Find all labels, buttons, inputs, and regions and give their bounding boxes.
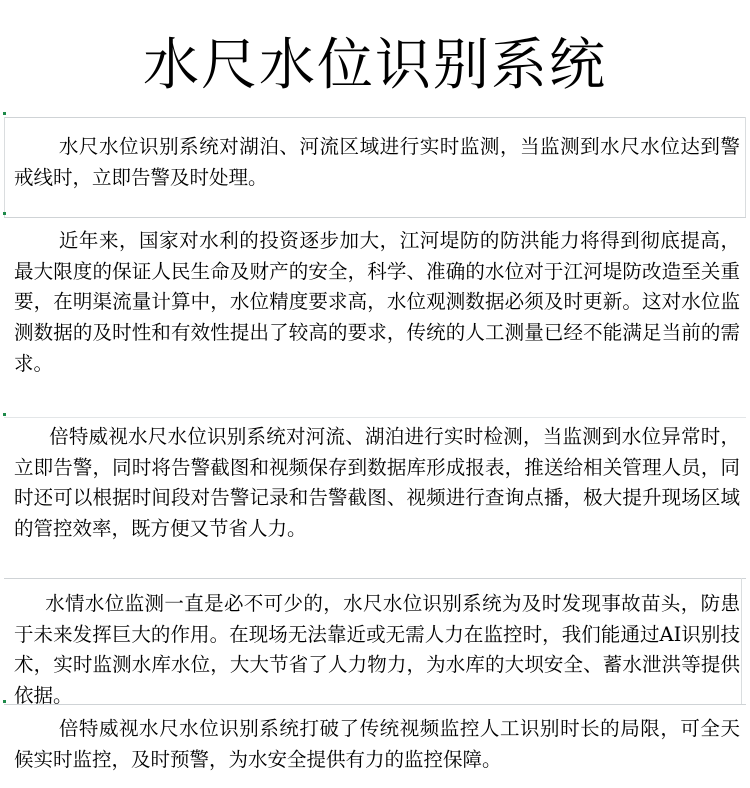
divider	[4, 217, 746, 218]
row-marker	[3, 212, 6, 215]
divider	[4, 117, 5, 217]
divider	[745, 117, 746, 217]
paragraph-system-function: 倍特威视水尺水位识别系统对河流、湖泊进行实时检测，当监测到水位异常时，立即告警，同时将告警截图和视频保存到数据库形成报表，推送给相关管理人员，同时还可以根据时间段对告警记录和告警截图、视频进行查询点播，极大提升现场区域的管控效率，既方便又节省人力。	[14, 425, 740, 541]
divider	[4, 417, 746, 418]
paragraph-conclusion: 倍特威视水尺水位识别系统打破了传统视频监控人工识别时长的局限，可全天候实时监控，及时预警，为水安全提供有力的监控保障。	[14, 717, 740, 771]
row-marker	[3, 700, 6, 703]
page-title: 水尺水位识别系统	[143, 33, 607, 98]
divider	[741, 578, 742, 704]
row-marker	[3, 112, 6, 115]
paragraph-background: 近年来，国家对水利的投资逐步加大，江河堤防的防洪能力将得到彻底提高，最大限度的保证人民生命及财产的安全，科学、准确的水位对于江河堤防改造至关重要，在明渠流量计算中，水位精度要求高，水位观测数据必须及时更新。这对水位监测数据的及时性和有效性提出了较高的要求，传统的人工测量已经不能满足当前的需求。	[14, 229, 740, 375]
paragraph-importance: 水情水位监测一直是必不可少的，水尺水位识别系统为及时发现事故苗头，防患于未来发挥巨大的作用。在现场无法靠近或无需人力在监控时，我们能通过AI识别技术，实时监测水库水位，大大节省了人力物力，为水库的大坝安全、蓄水泄洪等提供依据。	[14, 592, 740, 707]
row-marker	[3, 413, 6, 416]
paragraph-intro: 水尺水位识别系统对湖泊、河流区域进行实时监测，当监测到水尺水位达到警戒线时，立即告警及时处理。	[14, 135, 740, 189]
divider	[4, 117, 746, 118]
divider	[4, 578, 746, 579]
